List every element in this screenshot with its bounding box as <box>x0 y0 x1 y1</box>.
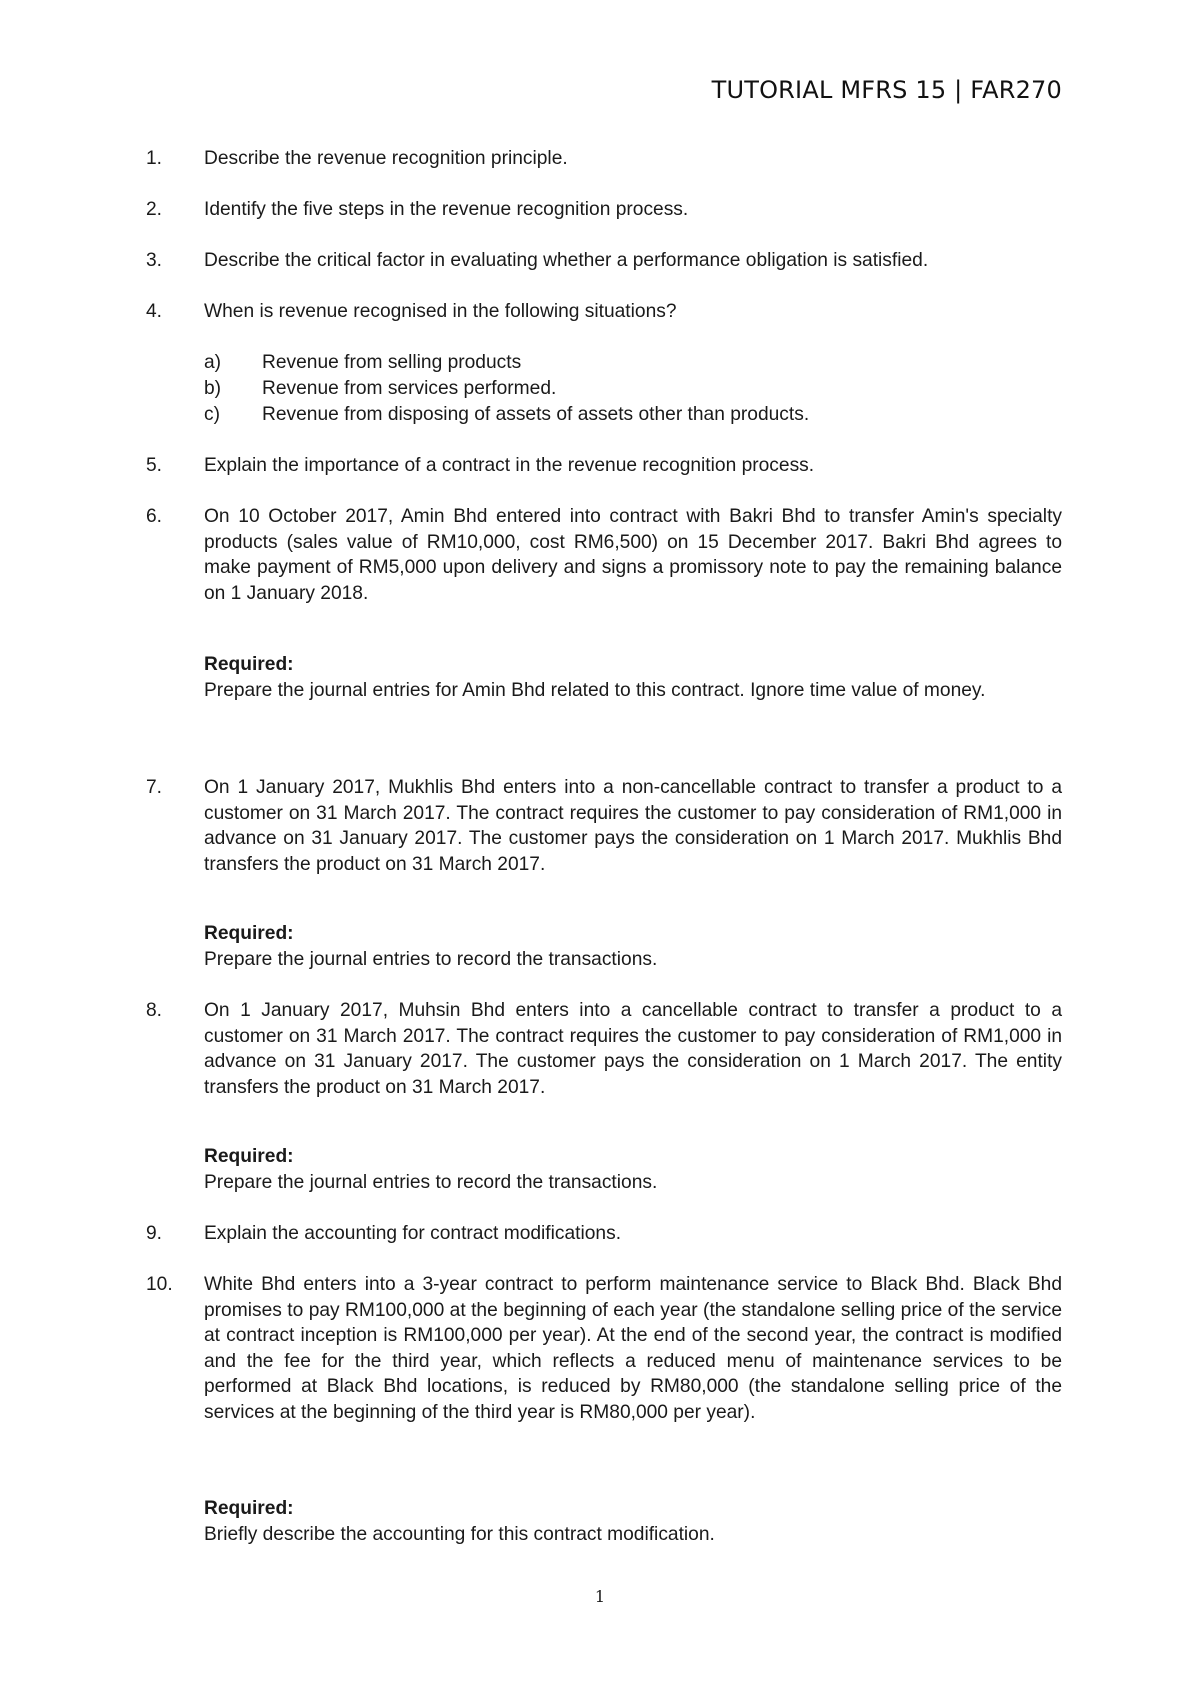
question-number: 5. <box>146 455 163 476</box>
required-heading: Required: <box>204 1146 294 1167</box>
question-number: 6. <box>146 506 163 527</box>
question-text: When is revenue recognised in the following situations? <box>204 301 677 322</box>
sub-item-text: Revenue from services performed. <box>262 378 557 399</box>
required-text: Briefly describe the accounting for this contract modification. <box>204 1524 715 1545</box>
page-header-title: TUTORIAL MFRS 15 | FAR270 <box>711 76 1062 104</box>
question-text: On 10 October 2017, Amin Bhd entered into contract with Bakri Bhd to transfer Amin's specialty products (sales value of RM10,000, cost RM6,500) on 15 December 2017. Bakri Bhd agrees to make payment of RM5,000 upon delivery and signs a promissory note to pay the remaining balance on 1 January 2018. <box>204 506 1062 604</box>
question-number: 8. <box>146 1000 163 1021</box>
required-text: Prepare the journal entries to record the transactions. <box>204 949 658 970</box>
sub-item-text: Revenue from selling products <box>262 352 522 373</box>
question-number: 10. <box>146 1274 173 1295</box>
sub-item-label: a) <box>204 352 222 373</box>
question-text: Explain the importance of a contract in the revenue recognition process. <box>204 455 815 476</box>
required-text: Prepare the journal entries to record the transactions. <box>204 1172 658 1193</box>
question-text: On 1 January 2017, Muhsin Bhd enters into a cancellable contract to transfer a product to a customer on 31 March 2017. The contract requires the customer to pay consideration of RM1,000 in advance on 31 January 2017. The customer pays the consideration on 1 March 2017. The entity transfers the product on 31 March 2017. <box>204 1000 1062 1098</box>
page-number: 1 <box>594 1587 606 1606</box>
sub-item-label: c) <box>204 404 220 425</box>
question-number: 1. <box>146 148 163 169</box>
question-number: 4. <box>146 301 163 322</box>
question-text: Describe the critical factor in evaluating whether a performance obligation is satisfied. <box>204 250 929 271</box>
sub-item-text: Revenue from disposing of assets of assets other than products. <box>262 404 810 425</box>
question-number: 7. <box>146 777 163 798</box>
question-number: 2. <box>146 199 163 220</box>
question-text: Identify the five steps in the revenue recognition process. <box>204 199 689 220</box>
question-number: 3. <box>146 250 163 271</box>
required-heading: Required: <box>204 654 294 675</box>
question-text: White Bhd enters into a 3-year contract to perform maintenance service to Black Bhd. Black Bhd promises to pay RM100,000 at the beginning of each year (the standalone selling price of the service at contract inception is RM100,000 per year). At the end of the second year, the contract is modified and the fee for the third year, which reflects a reduced menu of maintenance services to be performed at Black Bhd locations, is reduced by RM80,000 (the standalone selling price of the services at the beginning of the third year is RM80,000 per year). <box>204 1274 1062 1423</box>
required-text: Prepare the journal entries for Amin Bhd related to this contract. Ignore time value of money. <box>204 680 986 701</box>
question-text: Explain the accounting for contract modifications. <box>204 1223 622 1244</box>
question-text: Describe the revenue recognition principle. <box>204 148 568 169</box>
required-heading: Required: <box>204 1498 294 1519</box>
sub-item-label: b) <box>204 378 222 399</box>
question-number: 9. <box>146 1223 163 1244</box>
required-heading: Required: <box>204 923 294 944</box>
question-text: On 1 January 2017, Mukhlis Bhd enters into a non-cancellable contract to transfer a product to a customer on 31 March 2017. The contract requires the customer to pay consideration of RM1,000 in advance on 31 January 2017. The customer pays the consideration on 1 March 2017. Mukhlis Bhd transfers the product on 31 March 2017. <box>204 777 1062 875</box>
